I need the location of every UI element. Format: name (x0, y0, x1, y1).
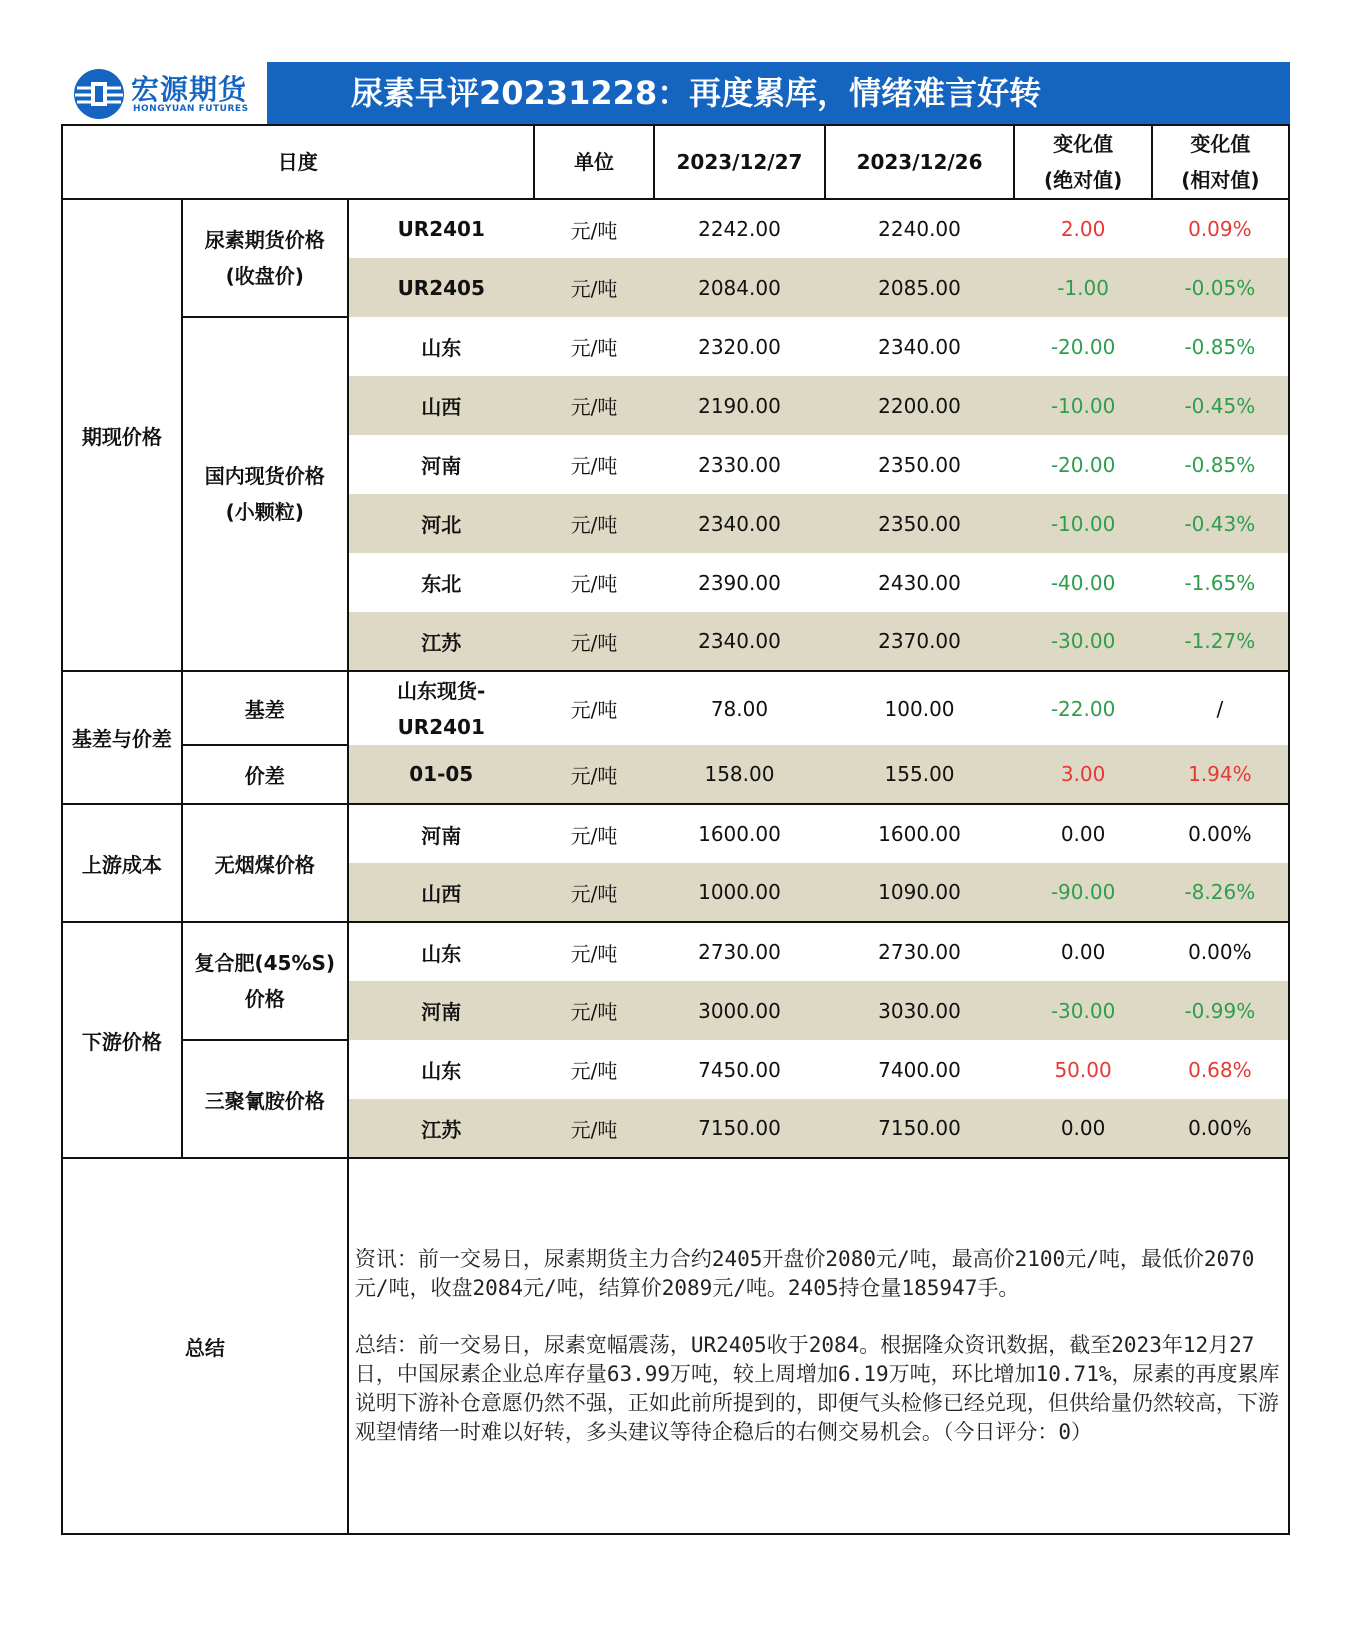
subgroup-compound-line2: 价格 (244, 987, 285, 1011)
row-unit: 元/吨 (570, 218, 618, 243)
table-row (62, 922, 1289, 981)
row-value-date1: 7150.00 (654, 1099, 824, 1158)
row-value-date1: 2320.00 (698, 334, 781, 359)
row-unit: 元/吨 (570, 941, 618, 966)
row-value-date2: 155.00 (825, 745, 1015, 804)
row-abs-change: -10.00 (1050, 511, 1116, 536)
group-basis-spread: 基差与价差 (62, 671, 182, 804)
row-rel-change: -0.45% (1152, 376, 1289, 435)
row-item: UR2401 (397, 217, 485, 241)
company-logo (61, 62, 267, 124)
row-rel-change: 0.09% (1152, 199, 1289, 258)
row-value-date1: 1600.00 (698, 822, 781, 846)
subgroup-melamine-price: 三聚氰胺价格 (182, 1040, 348, 1158)
summary-conclusion: 总结：前一交易日，尿素宽幅震荡，UR2405收于2084。根据隆众资讯数据，截至2023年12月27日，中国尿素企业总库存量63.99万吨，较上周增加6.19万吨，环比增加10.71%，尿素的再度累库说明下游补仓意愿仍然不强，正如此前所提到的，即便气头检修已经兑现，但供给量仍然较高，下游观望情绪一时难以好转，多头建议等待企稳后的右侧交易机会。（今日评分：0） (354, 1333, 1280, 1444)
row-item: 河北 (421, 513, 462, 537)
row-unit: 元/吨 (570, 1059, 618, 1083)
row-unit: 元/吨 (570, 823, 618, 848)
row-rel-change: -0.99% (1152, 981, 1289, 1040)
row-value-date2: 2730.00 (878, 940, 961, 964)
logo-chinese-name: 宏源期货 (131, 73, 248, 106)
row-item: 山东 (421, 1059, 462, 1083)
row-unit: 元/吨 (534, 612, 655, 671)
row-rel-change: -8.26% (1152, 863, 1289, 922)
row-value-date1: 3000.00 (698, 998, 781, 1023)
row-item: 河南 (421, 823, 462, 848)
row-value-date1: 2340.00 (698, 511, 781, 536)
row-unit: 元/吨 (534, 863, 655, 922)
header-row (62, 125, 1289, 199)
row-value-date2: 1600.00 (878, 822, 961, 846)
row-abs-change: 0.00 (1014, 1099, 1151, 1158)
header-rel-change (1152, 125, 1289, 199)
row-rel-change: -0.05% (1152, 258, 1289, 317)
group-downstream-price: 下游价格 (62, 922, 182, 1158)
row-rel-change: 0.00% (1152, 804, 1289, 863)
subgroup-basis: 基差 (182, 671, 348, 745)
subgroup-futures-line2: (收盘价) (225, 264, 304, 288)
row-value-date2: 1090.00 (825, 863, 1015, 922)
row-rel-change: 0.00% (1152, 1099, 1289, 1158)
row-item: 山东 (421, 336, 462, 360)
row-value-date2: 2240.00 (878, 217, 961, 241)
summary-row (62, 1158, 1289, 1534)
title-banner (61, 62, 1290, 124)
row-abs-change: -20.00 (1050, 334, 1116, 359)
row-value-date2: 2200.00 (878, 393, 961, 418)
subgroup-spread: 价差 (182, 745, 348, 804)
table-row (62, 199, 1289, 258)
row-value-date1: 158.00 (654, 745, 824, 804)
row-abs-change: 50.00 (1054, 1057, 1112, 1082)
summary-text (348, 1158, 1289, 1534)
subgroup-compound-fertilizer (182, 922, 348, 1040)
row-item: 河南 (421, 1000, 462, 1024)
row-value-date2: 2350.00 (878, 511, 961, 536)
header-date2: 2023/12/26 (825, 125, 1015, 199)
row-rel-change: 1.94% (1152, 745, 1289, 804)
row-value-date1: 2340.00 (654, 612, 824, 671)
summary-news: 资讯：前一交易日，尿素期货主力合约2405开盘价2080元/吨，最高价2100元/吨，最低价2070元/吨，收盘2084元/吨，结算价2089元/吨。2405持仓量185947手。 (354, 1247, 1255, 1300)
row-unit: 元/吨 (570, 277, 618, 301)
row-rel-change: -0.85% (1152, 435, 1289, 494)
header-abs-change-line1: 变化值 (1053, 132, 1114, 156)
table-row (62, 1040, 1289, 1099)
header-rel-change-line1: 变化值 (1190, 132, 1251, 156)
row-value-date2: 2350.00 (878, 452, 961, 477)
row-value-date1: 2730.00 (698, 940, 781, 964)
row-abs-change: -40.00 (1050, 570, 1116, 595)
row-item: 江苏 (348, 1099, 534, 1158)
row-unit: 元/吨 (570, 395, 618, 419)
row-abs-change: -22.00 (1050, 696, 1116, 721)
logo-english-name: HONGYUAN FUTURES (133, 104, 249, 114)
row-abs-change: -1.00 (1057, 275, 1109, 300)
hongyuan-logo-icon (73, 68, 125, 120)
row-abs-change: 0.00 (1060, 822, 1106, 846)
row-rel-change: 0.00% (1152, 922, 1289, 981)
row-value-date1: 1000.00 (654, 863, 824, 922)
row-value-date2: 2340.00 (878, 334, 961, 359)
page-title: 尿素早评20231228：再度累库，情绪难言好转 (351, 74, 1042, 112)
table-row (62, 804, 1289, 863)
table-row (62, 745, 1289, 804)
row-item (348, 671, 534, 745)
row-unit: 元/吨 (534, 745, 655, 804)
row-abs-change: -10.00 (1050, 393, 1116, 418)
row-value-date1: 2330.00 (698, 452, 781, 477)
row-rel-change: 0.68% (1152, 1040, 1289, 1099)
summary-label: 总结 (62, 1158, 348, 1534)
row-value-date2: 7150.00 (825, 1099, 1015, 1158)
header-abs-change (1014, 125, 1151, 199)
row-item: UR2405 (397, 275, 485, 300)
row-value-date1: 2190.00 (698, 393, 781, 418)
table-row (62, 317, 1289, 376)
row-abs-change: -20.00 (1050, 452, 1116, 477)
row-abs-change: -30.00 (1014, 612, 1151, 671)
subgroup-futures-line1: 尿素期货价格 (204, 228, 325, 252)
row-value-date1: 2390.00 (698, 570, 781, 595)
row-abs-change: 0.00 (1060, 940, 1106, 964)
header-date1: 2023/12/27 (654, 125, 824, 199)
group-upstream-cost: 上游成本 (62, 804, 182, 922)
row-rel-change: / (1152, 671, 1289, 745)
row-abs-change: 2.00 (1060, 217, 1106, 241)
header-abs-change-line2: (绝对值) (1043, 168, 1123, 192)
row-value-date2: 2370.00 (825, 612, 1015, 671)
row-value-date2: 100.00 (884, 696, 955, 721)
row-item-line1: 山东现货- (397, 678, 486, 703)
subgroup-spot-price (182, 317, 348, 671)
row-unit: 元/吨 (570, 454, 618, 478)
row-value-date2: 7400.00 (878, 1057, 961, 1082)
row-value-date1: 78.00 (710, 696, 769, 721)
row-item: 山东 (421, 941, 462, 966)
group-futures-spot: 期现价格 (62, 199, 182, 671)
subgroup-futures-price (182, 199, 348, 317)
row-unit: 元/吨 (570, 572, 618, 596)
report-sheet (61, 62, 1290, 1535)
row-unit: 元/吨 (570, 1000, 618, 1024)
row-item: 江苏 (348, 612, 534, 671)
header-rel-change-line2: (相对值) (1181, 168, 1260, 192)
price-table (61, 124, 1290, 1535)
row-value-date2: 2085.00 (878, 275, 961, 300)
header-frequency: 日度 (62, 125, 534, 199)
row-unit: 元/吨 (534, 1099, 655, 1158)
row-value-date1: 7450.00 (698, 1057, 781, 1082)
subgroup-spot-line2: (小颗粒) (225, 500, 304, 524)
row-unit: 元/吨 (570, 513, 618, 537)
row-rel-change: -0.85% (1152, 317, 1289, 376)
row-rel-change: -0.43% (1152, 494, 1289, 553)
row-unit: 元/吨 (570, 336, 618, 360)
row-rel-change: -1.65% (1152, 553, 1289, 612)
row-item: 山西 (421, 395, 462, 419)
row-value-date1: 2242.00 (698, 217, 781, 241)
row-item: 01-05 (348, 745, 534, 804)
row-item-line2: UR2401 (397, 714, 485, 739)
row-item: 山西 (348, 863, 534, 922)
row-value-date2: 3030.00 (878, 998, 961, 1023)
row-abs-change: 3.00 (1014, 745, 1151, 804)
row-item: 东北 (421, 572, 462, 596)
row-abs-change: -90.00 (1014, 863, 1151, 922)
row-unit: 元/吨 (570, 698, 618, 722)
row-value-date2: 2430.00 (878, 570, 961, 595)
row-abs-change: -30.00 (1050, 998, 1116, 1023)
subgroup-spot-line1: 国内现货价格 (204, 464, 325, 488)
header-unit: 单位 (534, 125, 655, 199)
row-rel-change: -1.27% (1152, 612, 1289, 671)
row-value-date1: 2084.00 (698, 275, 781, 300)
subgroup-compound-line1: 复合肥(45%S) (194, 951, 336, 975)
subgroup-anthracite-price: 无烟煤价格 (182, 804, 348, 922)
table-row (62, 671, 1289, 745)
row-item: 河南 (421, 454, 462, 478)
